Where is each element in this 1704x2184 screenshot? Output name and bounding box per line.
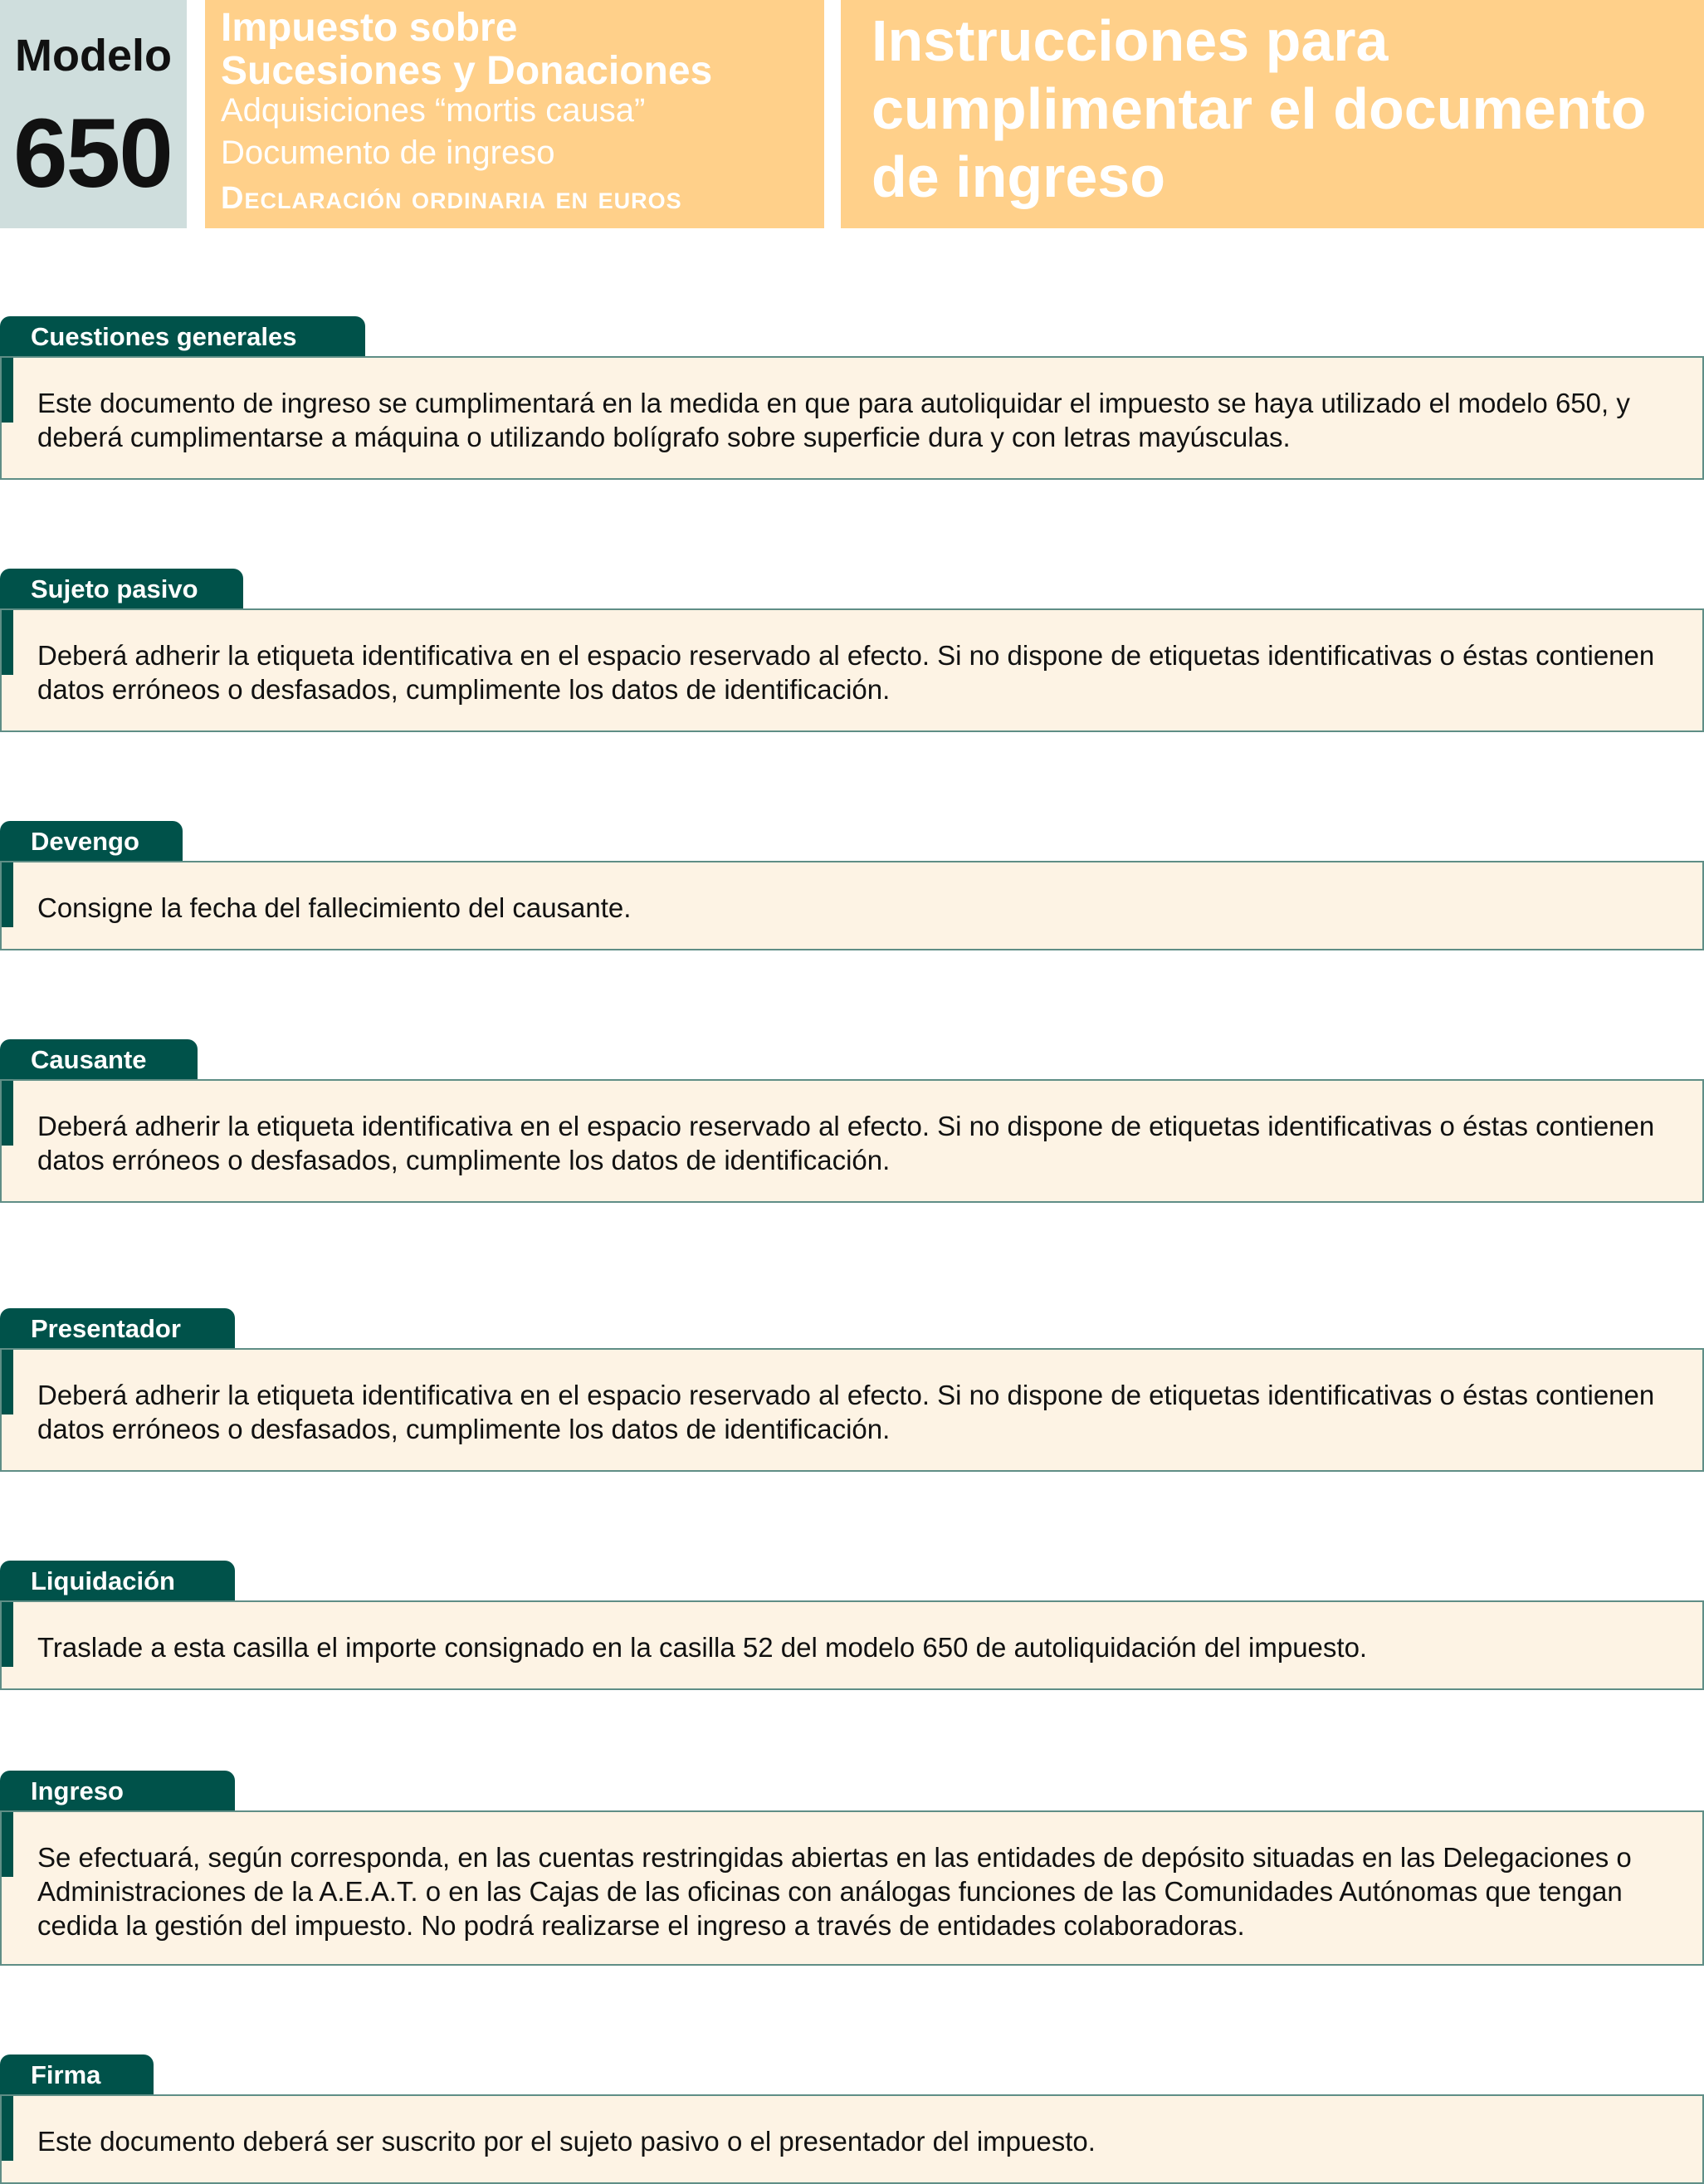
section-accent-bar [2, 1812, 13, 1877]
section-text: Deberá adherir la etiqueta identificativa en el espacio reservado al efecto. Si no dispone de etiquetas identificativas o éstas contienen datos erróneos o desfasados, cumplimente los datos de identificación. [37, 1380, 1655, 1444]
section-box [0, 1810, 1704, 1966]
section-accent-bar [2, 1350, 13, 1414]
section-tab: Sujeto pasivo [0, 569, 243, 608]
tax-title-line1: Impuesto sobre [221, 6, 518, 50]
model-badge [0, 0, 187, 228]
instructions-panel [841, 0, 1704, 228]
section-tab: Causante [0, 1039, 198, 1079]
section-text: Deberá adherir la etiqueta identificativa en el espacio reservado al efecto. Si no dispone de etiquetas identificativas o éstas contienen datos erróneos o desfasados, cumplimente los datos de identificación. [37, 640, 1655, 705]
section-box [0, 608, 1704, 732]
section-tab: Cuestiones generales [0, 316, 365, 356]
tax-info-panel [205, 0, 824, 228]
page-title: Instrucciones para cumplimentar el documento de ingreso [872, 8, 1647, 209]
section-accent-bar [2, 862, 13, 927]
model-number: 650 [13, 99, 172, 208]
section-tab: Ingreso [0, 1771, 235, 1810]
tax-subtitle-acquisitions: Adquisiciones “mortis causa” [221, 92, 646, 129]
section-box [0, 861, 1704, 950]
section-accent-bar [2, 1602, 13, 1667]
section-text: Este documento de ingreso se cumplimentará en la medida en que para autoliquidar el impuesto se haya utilizado el modelo 650, y deberá cumplimentarse a máquina o utilizando bolígrafo sobre superficie dura y con letras mayúsculas. [37, 388, 1630, 452]
section-box [0, 2094, 1704, 2184]
section-text: Se efectuará, según corresponda, en las cuentas restringidas abiertas en las entidades de depósito situadas en las Delegaciones o Administraciones de la A.E.A.T. o en las Cajas de las oficinas con análogas funciones de las Comunidades Autónomas que tengan cedida la gestión del impuesto. No podrá realizarse el ingreso a través de entidades colaboradoras. [37, 1842, 1632, 1941]
section-accent-bar [2, 1081, 13, 1146]
section-accent-bar [2, 610, 13, 675]
tax-subtitle-declaration: Declaración ordinaria en euros [221, 181, 682, 216]
section-accent-bar [2, 358, 13, 423]
section-tab: Liquidación [0, 1561, 235, 1600]
section-text: Este documento deberá ser suscrito por el sujeto pasivo o el presentador del impuesto. [37, 2126, 1096, 2157]
model-label: Modelo [15, 31, 172, 81]
section-tab: Firma [0, 2055, 154, 2094]
section-box [0, 1079, 1704, 1203]
section-tab: Presentador [0, 1308, 235, 1348]
section-text: Consigne la fecha del fallecimiento del causante. [37, 892, 632, 923]
section-tab: Devengo [0, 821, 183, 861]
section-box [0, 356, 1704, 480]
section-text: Deberá adherir la etiqueta identificativa en el espacio reservado al efecto. Si no dispone de etiquetas identificativas o éstas contienen datos erróneos o desfasados, cumplimente los datos de identificación. [37, 1111, 1655, 1175]
section-text: Traslade a esta casilla el importe consignado en la casilla 52 del modelo 650 de autoliquidación del impuesto. [37, 1632, 1368, 1663]
section-box [0, 1348, 1704, 1472]
section-box [0, 1600, 1704, 1690]
tax-subtitle-document: Documento de ingreso [221, 134, 555, 171]
section-accent-bar [2, 2096, 13, 2161]
tax-title-line2: Sucesiones y Donaciones [221, 49, 713, 93]
